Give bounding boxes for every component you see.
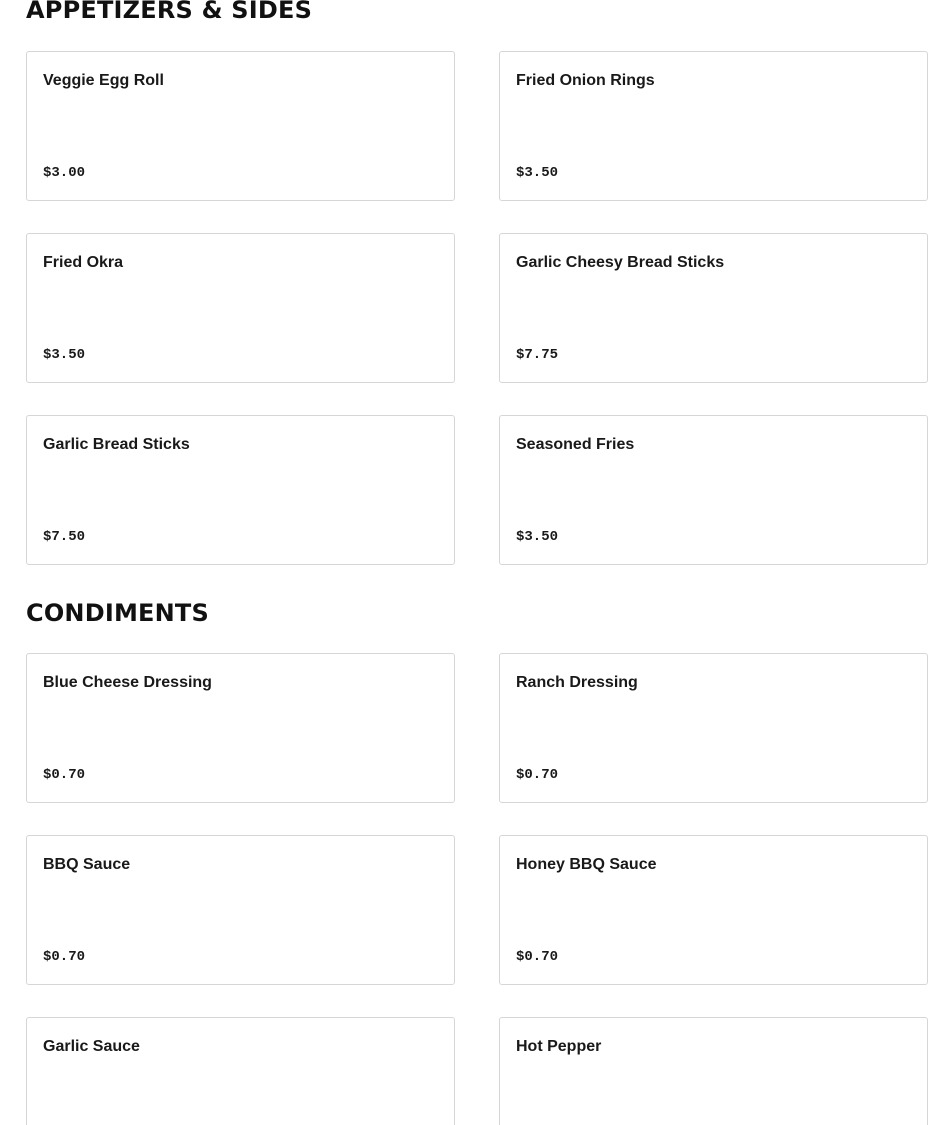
menu-item-price: $7.50 xyxy=(43,529,86,545)
menu-grid-appetizers-sides xyxy=(26,51,928,565)
menu-item-name: Garlic Cheesy Bread Sticks xyxy=(516,254,725,271)
menu-item-name: Hot Pepper xyxy=(516,1038,602,1055)
menu-item-name: Ranch Dressing xyxy=(516,674,638,691)
menu-item-name: Garlic Sauce xyxy=(43,1038,140,1055)
menu-item-card[interactable] xyxy=(26,233,455,383)
menu-item-price: $3.50 xyxy=(43,347,86,363)
menu-item-price: $3.50 xyxy=(516,165,559,181)
menu-item-card[interactable] xyxy=(26,653,455,803)
section-title-appetizers-sides: APPETIZERS & SIDES xyxy=(26,0,313,24)
menu-item-card[interactable] xyxy=(499,415,928,565)
menu-item-card[interactable] xyxy=(499,51,928,201)
menu-item-card[interactable] xyxy=(26,835,455,985)
menu-item-name: BBQ Sauce xyxy=(43,856,131,873)
menu-item-price: $3.00 xyxy=(43,165,86,181)
menu-item-name: Garlic Bread Sticks xyxy=(43,436,190,453)
menu-item-price: $0.70 xyxy=(43,949,86,965)
menu-item-price: $7.75 xyxy=(516,347,559,363)
menu-item-name: Seasoned Fries xyxy=(516,436,635,453)
menu-item-price: $0.70 xyxy=(43,767,86,783)
menu-item-name: Fried Onion Rings xyxy=(516,72,655,89)
menu-item-card[interactable] xyxy=(499,233,928,383)
menu-item-price: $0.70 xyxy=(516,949,559,965)
menu-item-name: Veggie Egg Roll xyxy=(43,72,164,89)
menu-item-card[interactable] xyxy=(499,835,928,985)
menu-item-card[interactable] xyxy=(499,653,928,803)
menu-item-name: Honey BBQ Sauce xyxy=(516,856,657,873)
menu-item-card[interactable] xyxy=(499,1017,928,1125)
menu-item-card[interactable] xyxy=(26,51,455,201)
menu-item-price: $3.50 xyxy=(516,529,559,545)
menu-item-price: $0.70 xyxy=(516,767,559,783)
menu-item-name: Fried Okra xyxy=(43,254,124,271)
menu-item-name: Blue Cheese Dressing xyxy=(43,674,212,691)
section-title-condiments: CONDIMENTS xyxy=(26,599,209,627)
menu-item-card[interactable] xyxy=(26,415,455,565)
menu-item-card[interactable] xyxy=(26,1017,455,1125)
menu-grid-condiments xyxy=(26,653,928,1125)
